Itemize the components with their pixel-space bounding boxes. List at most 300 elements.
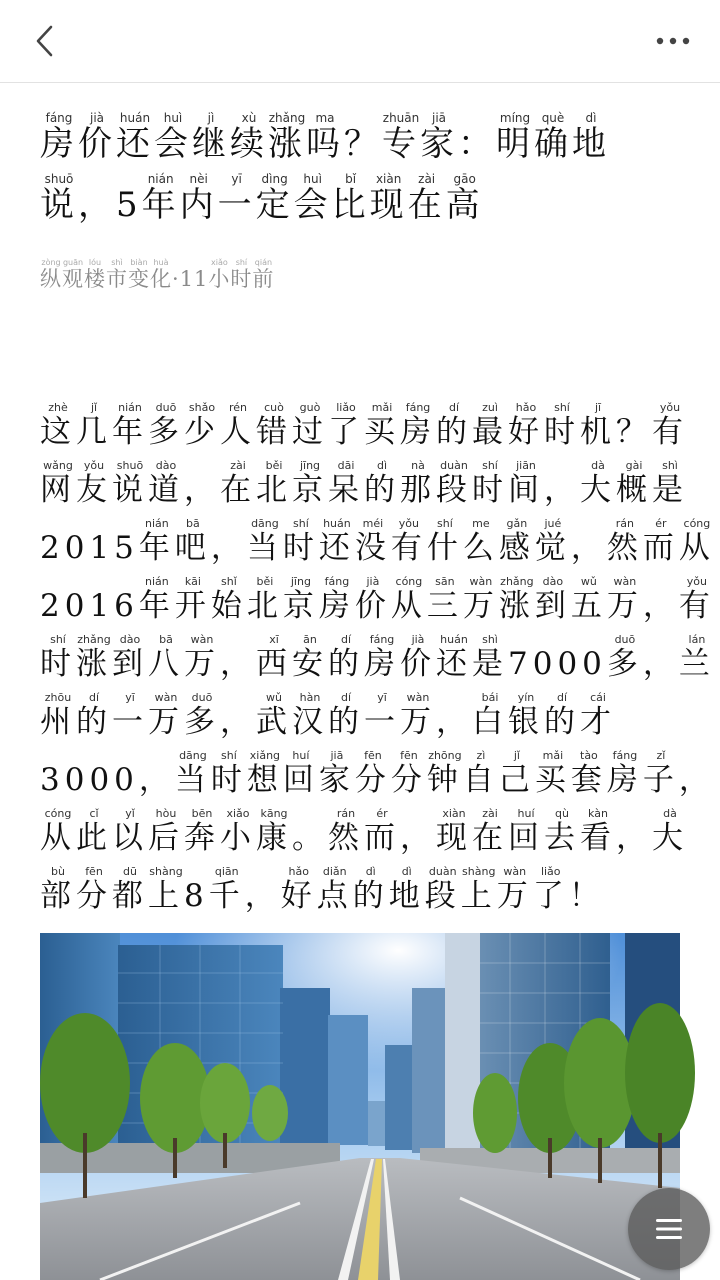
pinyin: rén: [220, 401, 256, 414]
pinyin: zòng: [40, 258, 62, 267]
pinyin: [616, 401, 652, 414]
ruby-char: 的dí: [436, 401, 472, 450]
paragraph-line-1: [40, 401, 688, 460]
ruby-char: 此cǐ: [76, 807, 112, 856]
ruby-char: 5: [116, 185, 142, 225]
pinyin: fáng: [40, 111, 78, 125]
pinyin: [78, 172, 116, 186]
ruby-char: 变biàn: [128, 258, 150, 291]
ruby-char: 万wàn: [496, 865, 533, 914]
pinyin: xiǎng: [246, 749, 283, 762]
pinyin: shí: [230, 258, 253, 267]
ruby-char: 当dāng: [246, 517, 283, 566]
pinyin: [40, 517, 139, 530]
ruby-char: 的dí: [328, 633, 364, 682]
paragraph-line-8: [40, 807, 688, 866]
ruby-char: 3000: [40, 762, 139, 798]
pinyin: ma: [306, 111, 344, 125]
back-button[interactable]: [22, 16, 68, 66]
ruby-char: 有yǒu: [652, 401, 688, 450]
pinyin: duàn: [436, 459, 472, 472]
pinyin: dí: [76, 691, 112, 704]
pinyin: jià: [354, 575, 391, 588]
article-paragraph: [40, 401, 715, 924]
ruby-char: 套tào: [570, 749, 607, 798]
ruby-char: 吗ma: [306, 111, 344, 164]
pinyin: dào: [534, 575, 571, 588]
pinyin: [40, 575, 139, 588]
pinyin: [544, 459, 580, 472]
pinyin: bù: [40, 865, 76, 878]
paragraph-line-5: [40, 633, 715, 692]
ruby-char: 奔bēn: [184, 807, 220, 856]
pinyin: nèi: [179, 172, 218, 186]
pinyin: duō: [606, 633, 643, 646]
ruby-char: 道dào: [148, 459, 184, 508]
ruby-char: 千qiān: [208, 865, 245, 914]
pinyin: hòu: [148, 807, 184, 820]
ruby-char: ·: [172, 267, 180, 291]
pinyin: shuō: [40, 172, 78, 186]
ruby-char: 时shí: [40, 633, 76, 682]
ruby-char: 时shí: [472, 459, 508, 508]
pinyin: ér: [642, 517, 679, 530]
pinyin: gài: [616, 459, 652, 472]
pinyin: jué: [534, 517, 571, 530]
ruby-char: 是shì: [472, 633, 508, 682]
ruby-char: 没méi: [354, 517, 391, 566]
pinyin: [292, 807, 328, 820]
pinyin: mǎi: [364, 401, 400, 414]
pinyin: xiàn: [369, 172, 408, 186]
pinyin: wàn: [148, 691, 184, 704]
pinyin: dìng: [255, 172, 294, 186]
ruby-char: 家jiā: [420, 111, 458, 164]
ruby-char: 好hǎo: [280, 865, 317, 914]
pinyin: jǐ: [76, 401, 112, 414]
ruby-char: ，: [220, 646, 256, 682]
pinyin: wàn: [496, 865, 533, 878]
pinyin: shàng: [148, 865, 184, 878]
pinyin: huí: [508, 807, 544, 820]
pinyin: zhuān: [382, 111, 420, 125]
pinyin: yǒu: [76, 459, 112, 472]
pinyin: bā: [148, 633, 184, 646]
pinyin: huà: [150, 258, 172, 267]
pinyin: dì: [388, 865, 425, 878]
ruby-char: 过guò: [292, 401, 328, 450]
pinyin: shí: [210, 749, 247, 762]
pinyin: [508, 633, 607, 646]
more-dots-icon: [656, 37, 690, 45]
pinyin: [139, 749, 175, 762]
pinyin: xiǎo: [208, 258, 231, 267]
pinyin: guān: [62, 258, 84, 267]
ruby-char: 自zì: [462, 749, 499, 798]
ruby-char: 价jià: [354, 575, 391, 624]
ruby-char: 北běi: [256, 459, 292, 508]
pinyin: zǐ: [642, 749, 679, 762]
ruby-char: 一yī: [217, 172, 256, 225]
pinyin: yī: [112, 691, 148, 704]
ruby-char: 分fēn: [76, 865, 112, 914]
pinyin: fēn: [76, 865, 112, 878]
pinyin: fēn: [390, 749, 427, 762]
ruby-char: 继jì: [192, 111, 230, 164]
ruby-char: 时shí: [230, 258, 253, 291]
pinyin: [569, 865, 605, 878]
ruby-char: 上shàng: [460, 865, 497, 914]
pinyin: dí: [328, 691, 364, 704]
pinyin: huì: [293, 172, 332, 186]
ruby-char: 而ér: [642, 517, 679, 566]
ruby-char: 涨zhǎng: [268, 111, 306, 164]
pinyin: shì: [472, 633, 508, 646]
ruby-char: 买mǎi: [534, 749, 571, 798]
ruby-char: 了liǎo: [328, 401, 364, 450]
pinyin: me: [462, 517, 499, 530]
ruby-char: 什shí: [426, 517, 463, 566]
pinyin: kàn: [580, 807, 616, 820]
pinyin: zhōu: [40, 691, 76, 704]
pinyin: shí: [40, 633, 76, 646]
ruby-char: 网wǎng: [40, 459, 76, 508]
ruby-char: 而ér: [364, 807, 400, 856]
pinyin: dū: [112, 865, 148, 878]
pinyin: jiā: [420, 111, 458, 125]
pinyin: wàn: [462, 575, 499, 588]
pinyin: kāi: [174, 575, 211, 588]
pinyin: [220, 633, 256, 646]
pinyin: dāng: [246, 517, 283, 530]
pinyin: qiān: [208, 865, 245, 878]
pinyin: fáng: [318, 575, 355, 588]
pinyin: zhǎng: [76, 633, 112, 646]
ruby-char: 呆dāi: [328, 459, 364, 508]
pinyin: nà: [400, 459, 436, 472]
ruby-char: 多duō: [606, 633, 643, 682]
pinyin: yǒu: [390, 517, 427, 530]
ruby-char: 想xiǎng: [246, 749, 283, 798]
paragraph-line-2: [40, 459, 688, 518]
ruby-char: 人rén: [220, 401, 256, 450]
ruby-char: 五wǔ: [570, 575, 607, 624]
ruby-char: 一yī: [112, 691, 148, 740]
ruby-char: 了liǎo: [532, 865, 569, 914]
ruby-char: 还huán: [116, 111, 154, 164]
ruby-char: 会huì: [293, 172, 332, 225]
pinyin: míng: [496, 111, 534, 125]
pinyin: nián: [141, 172, 180, 186]
more-options-button[interactable]: [648, 18, 698, 64]
ruby-char: 地dì: [572, 111, 610, 164]
pinyin: rán: [606, 517, 643, 530]
ruby-char: 在zài: [407, 172, 446, 225]
ruby-char: 开kāi: [174, 575, 211, 624]
pinyin: duō: [184, 691, 220, 704]
ruby-char: 续xù: [230, 111, 268, 164]
ruby-char: 的dí: [76, 691, 112, 740]
ruby-char: 最zuì: [472, 401, 508, 450]
pinyin: xù: [230, 111, 268, 125]
pinyin: duàn: [424, 865, 461, 878]
pinyin: qù: [544, 807, 580, 820]
pinyin: mǎi: [534, 749, 571, 762]
pinyin: yī: [364, 691, 400, 704]
ruby-char: 这zhè: [40, 401, 76, 450]
pinyin: běi: [246, 575, 283, 588]
ruby-char: ，: [679, 762, 715, 798]
ruby-char: 还huán: [318, 517, 355, 566]
pinyin: dāi: [328, 459, 364, 472]
pinyin: shì: [652, 459, 688, 472]
pinyin: shí: [282, 517, 319, 530]
pinyin: jī: [580, 401, 616, 414]
ruby-char: 现xiàn: [369, 172, 408, 225]
pinyin: lán: [678, 633, 715, 646]
pinyin: bái: [472, 691, 508, 704]
pinyin: tào: [570, 749, 607, 762]
ruby-char: 段duàn: [424, 865, 461, 914]
ruby-char: 是shì: [652, 459, 688, 508]
pinyin: nián: [138, 517, 175, 530]
ruby-char: 小xiǎo: [208, 258, 231, 291]
ruby-char: 万wàn: [148, 691, 184, 740]
ruby-char: 然rán: [606, 517, 643, 566]
pinyin: jīng: [282, 575, 319, 588]
article-image[interactable]: [40, 933, 680, 1280]
ruby-char: 房fáng: [606, 749, 643, 798]
pinyin: nián: [112, 401, 148, 414]
pinyin: wàn: [606, 575, 643, 588]
pinyin: shí: [426, 517, 463, 530]
ruby-char: 北běi: [246, 575, 283, 624]
pinyin: kāng: [256, 807, 292, 820]
pinyin: ān: [292, 633, 328, 646]
pinyin: liǎo: [532, 865, 569, 878]
pinyin: jià: [78, 111, 116, 125]
ruby-char: 几jǐ: [76, 401, 112, 450]
ruby-char: 年nián: [138, 517, 175, 566]
ruby-char: 段duàn: [436, 459, 472, 508]
ruby-char: 八bā: [148, 633, 184, 682]
ruby-char: ：: [458, 124, 496, 164]
ruby-char: 当dāng: [174, 749, 211, 798]
ruby-char: ，: [184, 472, 220, 508]
ruby-char: ，: [220, 704, 256, 740]
pinyin: què: [534, 111, 572, 125]
pinyin: [180, 258, 209, 267]
ruby-char: 房fáng: [400, 401, 436, 450]
ruby-char: 买mǎi: [364, 401, 400, 450]
ruby-char: 大dà: [580, 459, 616, 508]
pinyin: běi: [256, 459, 292, 472]
ruby-char: 房fáng: [318, 575, 355, 624]
pinyin: wàn: [184, 633, 220, 646]
pinyin: [344, 111, 382, 125]
ruby-char: 觉jué: [534, 517, 571, 566]
article-meta[interactable]: [40, 258, 690, 297]
chevron-left-icon: [35, 25, 55, 57]
menu-button[interactable]: [628, 1188, 710, 1270]
pinyin: [436, 691, 472, 704]
pinyin: fáng: [364, 633, 400, 646]
pinyin: dāng: [174, 749, 211, 762]
ruby-char: 年nián: [141, 172, 180, 225]
ruby-char: 有yǒu: [678, 575, 715, 624]
pinyin: yǐ: [112, 807, 148, 820]
pinyin: jì: [192, 111, 230, 125]
paragraph-line-7: [40, 749, 715, 808]
pinyin: dà: [580, 459, 616, 472]
ruby-char: 京jīng: [282, 575, 319, 624]
pinyin: jià: [400, 633, 436, 646]
pinyin: cái: [580, 691, 616, 704]
ruby-char: ，: [245, 878, 281, 914]
pinyin: [116, 172, 142, 186]
ruby-char: 子zǐ: [642, 749, 679, 798]
ruby-char: ，: [400, 820, 436, 856]
ruby-char: ？: [344, 124, 382, 164]
ruby-char: 的dì: [364, 459, 400, 508]
pinyin: [643, 633, 679, 646]
pinyin: [220, 691, 256, 704]
ruby-char: 确què: [534, 111, 572, 164]
pinyin: cóng: [40, 807, 76, 820]
ruby-char: 地dì: [388, 865, 425, 914]
ruby-char: 才cái: [580, 691, 616, 740]
menu-lines-icon: [654, 1217, 684, 1241]
ruby-char: 11: [180, 267, 209, 291]
ruby-char: 内nèi: [179, 172, 218, 225]
ruby-char: 好hǎo: [508, 401, 544, 450]
ruby-char: 西xī: [256, 633, 292, 682]
pinyin: dào: [148, 459, 184, 472]
ruby-char: 后hòu: [148, 807, 184, 856]
ruby-char: 的dí: [328, 691, 364, 740]
pinyin: [571, 517, 607, 530]
city-street-photo: [40, 933, 680, 1280]
pinyin: bā: [174, 517, 211, 530]
ruby-char: 一yī: [364, 691, 400, 740]
ruby-char: 价jià: [400, 633, 436, 682]
pinyin: cóng: [390, 575, 427, 588]
ruby-char: ，: [571, 530, 607, 566]
pinyin: fáng: [400, 401, 436, 414]
ruby-char: 白bái: [472, 691, 508, 740]
pinyin: huì: [154, 111, 192, 125]
pinyin: fáng: [606, 749, 643, 762]
pinyin: fēn: [354, 749, 391, 762]
ruby-char: 始shǐ: [210, 575, 247, 624]
pinyin: [184, 865, 209, 878]
article-title: [40, 112, 690, 234]
ruby-char: 回huí: [282, 749, 319, 798]
ruby-char: 会huì: [154, 111, 192, 164]
ruby-char: 纵zòng: [40, 258, 62, 291]
ruby-char: 2015: [40, 530, 139, 566]
ruby-char: 武wǔ: [256, 691, 292, 740]
pinyin: shǎo: [184, 401, 220, 414]
pinyin: wǎng: [40, 459, 76, 472]
ruby-char: 看kàn: [580, 807, 616, 856]
pinyin: shǐ: [210, 575, 247, 588]
pinyin: guò: [292, 401, 328, 414]
ruby-char: ，: [544, 472, 580, 508]
pinyin: yī: [217, 172, 256, 186]
pinyin: lóu: [84, 258, 106, 267]
pinyin: sān: [426, 575, 463, 588]
ruby-char: 友yǒu: [76, 459, 112, 508]
ruby-char: 8: [184, 878, 209, 914]
title-line-2: [40, 173, 690, 234]
pinyin: dào: [112, 633, 148, 646]
ruby-char: 上shàng: [148, 865, 184, 914]
ruby-char: 从cóng: [678, 517, 715, 566]
ruby-char: 从cóng: [40, 807, 76, 856]
pinyin: jǐ: [498, 749, 535, 762]
pinyin: duō: [148, 401, 184, 414]
pinyin: hàn: [292, 691, 328, 704]
title-line-1: [40, 112, 690, 173]
pinyin: méi: [354, 517, 391, 530]
pinyin: zài: [220, 459, 256, 472]
pinyin: xiǎo: [220, 807, 256, 820]
ruby-char: 那nà: [400, 459, 436, 508]
ruby-char: 间jiān: [508, 459, 544, 508]
pinyin: dì: [352, 865, 389, 878]
pinyin: huán: [318, 517, 355, 530]
ruby-char: 康kāng: [256, 807, 292, 856]
ruby-char: 大dà: [652, 807, 688, 856]
pinyin: qián: [252, 258, 275, 267]
ruby-char: 专zhuān: [382, 111, 420, 164]
pinyin: dí: [436, 401, 472, 414]
pinyin: huán: [116, 111, 154, 125]
pinyin: [245, 865, 281, 878]
ruby-char: 多duō: [184, 691, 220, 740]
paragraph-line-4: [40, 575, 715, 634]
ruby-char: ，: [78, 185, 116, 225]
pinyin: xī: [256, 633, 292, 646]
pinyin: zì: [462, 749, 499, 762]
pinyin: biàn: [128, 258, 150, 267]
source-and-time[interactable]: [40, 258, 690, 297]
ruby-char: 说shuō: [40, 172, 78, 225]
ruby-char: 时shí: [210, 749, 247, 798]
pinyin: liǎo: [328, 401, 364, 414]
paragraph-line-9: [40, 866, 685, 924]
pinyin: huán: [436, 633, 472, 646]
ruby-char: 明míng: [496, 111, 534, 164]
ruby-char: ，: [616, 820, 652, 856]
ruby-char: 时shí: [282, 517, 319, 566]
ruby-char: 银yín: [508, 691, 544, 740]
ruby-char: 少shǎo: [184, 401, 220, 450]
ruby-char: 分fēn: [354, 749, 391, 798]
ruby-char: 的dì: [352, 865, 389, 914]
pinyin: shuō: [112, 459, 148, 472]
paragraph-line-3: [40, 517, 715, 576]
pinyin: dà: [652, 807, 688, 820]
pinyin: yín: [508, 691, 544, 704]
pinyin: zhōng: [426, 749, 463, 762]
pinyin: zhè: [40, 401, 76, 414]
pinyin: [616, 807, 652, 820]
ruby-char: 楼lóu: [84, 258, 106, 291]
ruby-char: 比bǐ: [331, 172, 370, 225]
pinyin: yǒu: [678, 575, 715, 588]
